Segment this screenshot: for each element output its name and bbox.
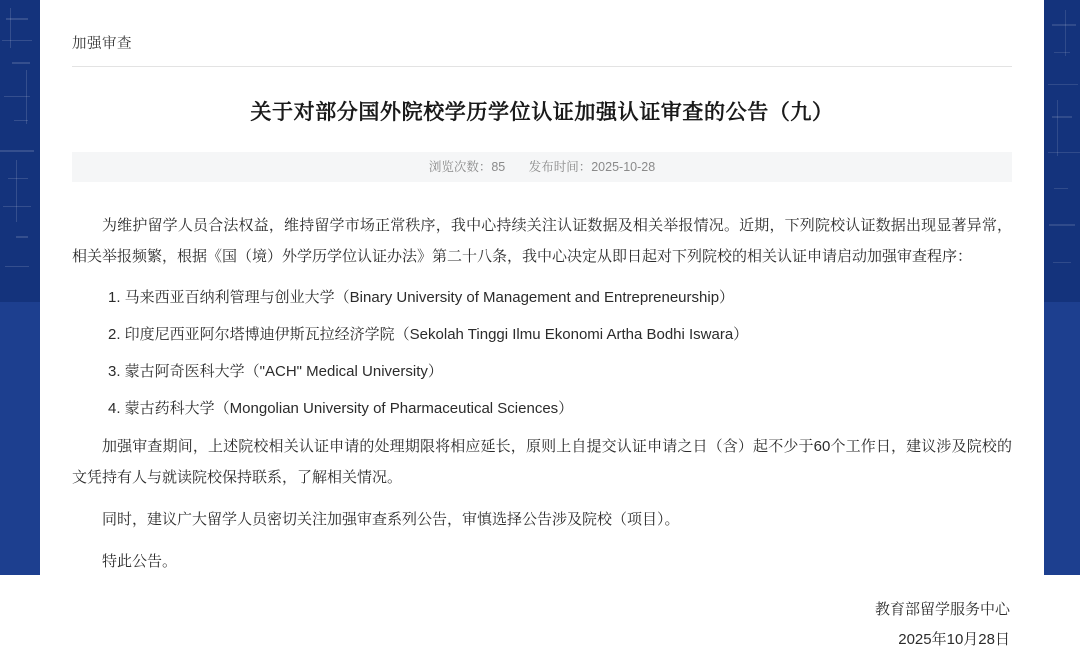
header-divider xyxy=(72,66,1012,67)
list-item: 3. 蒙古阿奇医科大学（"ACH" Medical University） xyxy=(108,363,443,380)
document-sheet xyxy=(40,0,1044,648)
paragraph-extension: 加强审查期间，上述院校相关认证申请的处理期限将相应延长，原则上自提交认证申请之日（含）起不少于60个工作日，建议涉及院校的文凭持有人与就读院校保持联系，了解相关情况。 xyxy=(72,438,1012,486)
article-body xyxy=(72,210,1012,655)
signature-organization: 教育部留学服务中心 xyxy=(874,601,1010,618)
document-content xyxy=(72,0,1012,655)
signature-date: 2025年10月28日 xyxy=(898,631,1010,648)
paragraph-advice: 同时，建议广大留学人员密切关注加强审查系列公告，审慎选择公告涉及院校（项目）。 xyxy=(102,511,680,528)
right-band-pattern xyxy=(1044,0,1080,302)
list-item: 1. 马来西亚百纳利管理与创业大学（Binary University of Management and Entrepreneurship） xyxy=(108,289,735,306)
institution-list xyxy=(72,283,1012,424)
signature-block xyxy=(72,595,1012,655)
view-count: 浏览次数：85 xyxy=(428,160,506,174)
list-item: 2. 印度尼西亚阿尔塔博迪伊斯瓦拉经济学院（Sekolah Tinggi Ilmu Ekonomi Artha Bodhi Iswara） xyxy=(108,326,749,343)
publish-date: 发布时间：2025-10-28 xyxy=(528,160,656,174)
left-decorative-band xyxy=(0,0,40,575)
page-title: 关于对部分国外院校学历学位认证加强认证审查的公告（九） xyxy=(250,101,834,124)
paragraph-closing: 特此公告。 xyxy=(102,553,178,570)
right-decorative-band xyxy=(1044,0,1080,575)
list-item: 4. 蒙古药科大学（Mongolian University of Pharmaceutical Sciences） xyxy=(108,400,574,417)
left-band-pattern xyxy=(0,0,40,302)
meta-bar xyxy=(72,152,1012,182)
breadcrumb[interactable]: 加强审查 xyxy=(72,36,132,52)
paragraph-intro: 为维护留学人员合法权益，维持留学市场正常秩序，我中心持续关注认证数据及相关举报情况。近期，下列院校认证数据出现显著异常，相关举报频繁，根据《国（境）外学历学位认证办法》第二十八条，我中心决定从即日起对下列院校的相关认证申请启动加强审查程序： xyxy=(72,217,1012,265)
